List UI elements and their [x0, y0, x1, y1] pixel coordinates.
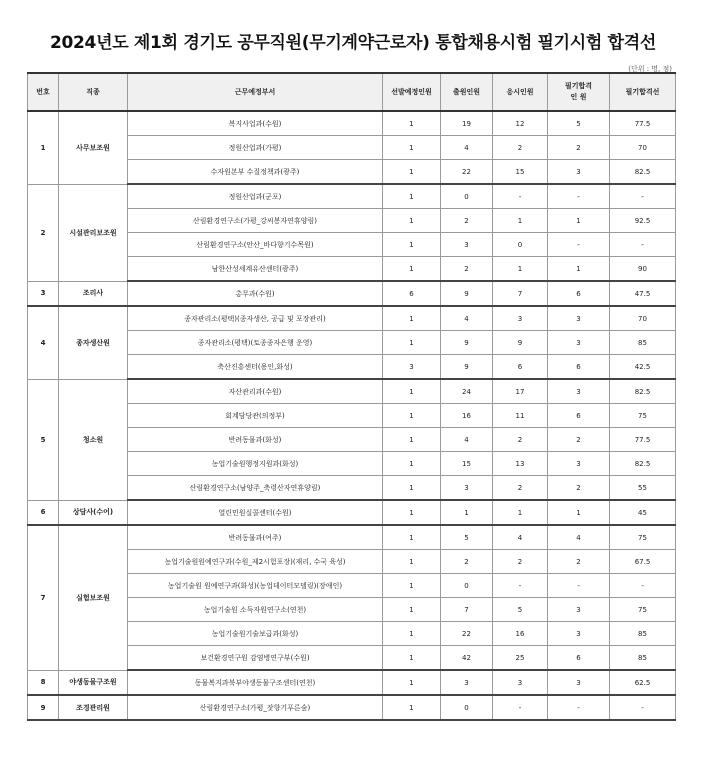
- passed-cell: -: [548, 184, 610, 209]
- passed-cell: 3: [548, 452, 610, 476]
- cutoff-cell: 82.5: [610, 160, 676, 185]
- table-body: [28, 111, 676, 720]
- planned-cell: 1: [383, 476, 441, 501]
- cutoff-cell: 75: [610, 404, 676, 428]
- passed-cell: -: [548, 695, 610, 720]
- taken-cell: -: [493, 695, 548, 720]
- taken-cell: 4: [493, 525, 548, 550]
- passed-cell: -: [548, 233, 610, 257]
- header-job: 직종: [59, 73, 128, 111]
- taken-cell: 2: [493, 136, 548, 160]
- taken-cell: 12: [493, 111, 548, 136]
- table-row: [28, 670, 676, 695]
- dept-cell: 산림환경연구소(가평_강씨봉자연휴양림): [128, 209, 383, 233]
- header-dept: 근무예정부서: [128, 73, 383, 111]
- dept-cell: 남한산성세계유산센터(광주): [128, 257, 383, 282]
- applied-cell: 2: [441, 209, 493, 233]
- header-row: [28, 73, 676, 111]
- passed-cell: 5: [548, 111, 610, 136]
- planned-cell: 1: [383, 574, 441, 598]
- cutoff-cell: 82.5: [610, 452, 676, 476]
- cutoff-cell: -: [610, 574, 676, 598]
- planned-cell: 1: [383, 598, 441, 622]
- job-type-cell: 조리사: [59, 281, 128, 306]
- dept-cell: 종자관리소(평택)(종자생산, 공급 및 포장관리): [128, 306, 383, 331]
- group-number-cell: 5: [28, 379, 59, 500]
- passed-cell: 1: [548, 209, 610, 233]
- group-number-cell: 7: [28, 525, 59, 670]
- table-row: [28, 500, 676, 525]
- applied-cell: 3: [441, 476, 493, 501]
- table-row: [28, 111, 676, 136]
- passed-cell: -: [548, 574, 610, 598]
- dept-cell: 열린민원실콜센터(수원): [128, 500, 383, 525]
- passed-cell: 3: [548, 160, 610, 185]
- passed-cell: 2: [548, 550, 610, 574]
- passed-cell: 6: [548, 646, 610, 671]
- job-type-cell: 사무보조원: [59, 111, 128, 184]
- taken-cell: 11: [493, 404, 548, 428]
- applied-cell: 15: [441, 452, 493, 476]
- group-number-cell: 1: [28, 111, 59, 184]
- table-row: [28, 379, 676, 404]
- cutoff-cell: 75: [610, 598, 676, 622]
- header-planned: 선발예정인원: [383, 73, 441, 111]
- group-number-cell: 8: [28, 670, 59, 695]
- passed-cell: 2: [548, 136, 610, 160]
- header-no: 번호: [28, 73, 59, 111]
- applied-cell: 22: [441, 160, 493, 185]
- header-cutoff: 필기합격선: [610, 73, 676, 111]
- cutoff-cell: -: [610, 233, 676, 257]
- cutoff-cell: -: [610, 695, 676, 720]
- planned-cell: 1: [383, 111, 441, 136]
- passed-cell: 3: [548, 331, 610, 355]
- group-number-cell: 6: [28, 500, 59, 525]
- planned-cell: 1: [383, 209, 441, 233]
- passed-cell: 3: [548, 622, 610, 646]
- header-passed-line2: 인 원: [570, 93, 587, 101]
- dept-cell: 회계담당관(의정부): [128, 404, 383, 428]
- dept-cell: 농업기술원행정지원과(화성): [128, 452, 383, 476]
- taken-cell: 1: [493, 209, 548, 233]
- planned-cell: 1: [383, 233, 441, 257]
- applied-cell: 0: [441, 574, 493, 598]
- applied-cell: 7: [441, 598, 493, 622]
- dept-cell: 농업기술원 소득자원연구소(연천): [128, 598, 383, 622]
- passed-cell: 6: [548, 355, 610, 380]
- group-number-cell: 3: [28, 281, 59, 306]
- applied-cell: 3: [441, 670, 493, 695]
- planned-cell: 1: [383, 695, 441, 720]
- applied-cell: 42: [441, 646, 493, 671]
- dept-cell: 농업기술원원예연구과(수원_제2시험포장)(재리, 수국 육성): [128, 550, 383, 574]
- taken-cell: 2: [493, 550, 548, 574]
- page-title: 2024년도 제1회 경기도 공무직원(무기계약근로자) 통합채용시험 필기시험 합격선: [49, 33, 657, 53]
- table-row: [28, 306, 676, 331]
- taken-cell: 17: [493, 379, 548, 404]
- applied-cell: 9: [441, 355, 493, 380]
- dept-cell: 수자원본부 수질정책과(광주): [128, 160, 383, 185]
- job-type-cell: 청소원: [59, 379, 128, 500]
- dept-cell: 산림환경연구소(남양주_축령산자연휴양림): [128, 476, 383, 501]
- job-type-cell: 종자생산원: [59, 306, 128, 379]
- table-row: [28, 281, 676, 306]
- applied-cell: 0: [441, 695, 493, 720]
- applied-cell: 1: [441, 500, 493, 525]
- cutoff-cell: 70: [610, 136, 676, 160]
- passed-cell: 4: [548, 525, 610, 550]
- taken-cell: 25: [493, 646, 548, 671]
- passed-cell: 3: [548, 379, 610, 404]
- header-applied: 출원인원: [441, 73, 493, 111]
- job-type-cell: 조경관리원: [59, 695, 128, 720]
- planned-cell: 1: [383, 379, 441, 404]
- dept-cell: 동물복지과북부야생동물구조센터(연천): [128, 670, 383, 695]
- cutoff-cell: 90: [610, 257, 676, 282]
- taken-cell: -: [493, 184, 548, 209]
- applied-cell: 19: [441, 111, 493, 136]
- header-passed: [548, 73, 610, 111]
- passed-cell: 3: [548, 670, 610, 695]
- taken-cell: 1: [493, 257, 548, 282]
- header-passed-line1: 필기합격: [564, 82, 593, 90]
- cutoff-cell: 82.5: [610, 379, 676, 404]
- taken-cell: 16: [493, 622, 548, 646]
- dept-cell: 보건환경연구원 감염병연구부(수원): [128, 646, 383, 671]
- applied-cell: 9: [441, 331, 493, 355]
- taken-cell: 2: [493, 428, 548, 452]
- planned-cell: 1: [383, 331, 441, 355]
- table-row: [28, 525, 676, 550]
- planned-cell: 3: [383, 355, 441, 380]
- applied-cell: 4: [441, 306, 493, 331]
- job-type-cell: 시설관리보조원: [59, 184, 128, 281]
- planned-cell: 1: [383, 306, 441, 331]
- unit-note: (단위 : 명, 점): [628, 65, 672, 73]
- passed-cell: 2: [548, 476, 610, 501]
- taken-cell: 6: [493, 355, 548, 380]
- cutoff-cell: 77.5: [610, 111, 676, 136]
- passed-cell: 6: [548, 281, 610, 306]
- cutoff-cell: 77.5: [610, 428, 676, 452]
- cutoff-cell: 47.5: [610, 281, 676, 306]
- applied-cell: 0: [441, 184, 493, 209]
- dept-cell: 총무과(수원): [128, 281, 383, 306]
- taken-cell: 13: [493, 452, 548, 476]
- cutoff-cell: 62.5: [610, 670, 676, 695]
- cutoff-cell: 85: [610, 622, 676, 646]
- applied-cell: 22: [441, 622, 493, 646]
- planned-cell: 1: [383, 136, 441, 160]
- passed-cell: 2: [548, 428, 610, 452]
- results-table: [27, 72, 676, 721]
- dept-cell: 종자관리소(평택)(토종종자은행 운영): [128, 331, 383, 355]
- taken-cell: 1: [493, 500, 548, 525]
- taken-cell: 9: [493, 331, 548, 355]
- dept-cell: 농업기술원 원예연구과(화성)(농업데이터모델링)(장애인): [128, 574, 383, 598]
- planned-cell: 6: [383, 281, 441, 306]
- dept-cell: 정원산업과(군포): [128, 184, 383, 209]
- planned-cell: 1: [383, 452, 441, 476]
- cutoff-cell: 70: [610, 306, 676, 331]
- dept-cell: 산림환경연구소(가평_잣향기푸른숲): [128, 695, 383, 720]
- table-row: [28, 695, 676, 720]
- applied-cell: 4: [441, 136, 493, 160]
- applied-cell: 4: [441, 428, 493, 452]
- job-type-cell: 야생동물구조원: [59, 670, 128, 695]
- planned-cell: 1: [383, 550, 441, 574]
- table-row: [28, 184, 676, 209]
- header-taken: 응시인원: [493, 73, 548, 111]
- taken-cell: 3: [493, 306, 548, 331]
- planned-cell: 1: [383, 160, 441, 185]
- planned-cell: 1: [383, 257, 441, 282]
- dept-cell: 정원산업과(가평): [128, 136, 383, 160]
- dept-cell: 반려동물과(여주): [128, 525, 383, 550]
- applied-cell: 9: [441, 281, 493, 306]
- cutoff-cell: 75: [610, 525, 676, 550]
- cutoff-cell: 85: [610, 331, 676, 355]
- applied-cell: 16: [441, 404, 493, 428]
- job-type-cell: 실험보조원: [59, 525, 128, 670]
- taken-cell: 15: [493, 160, 548, 185]
- applied-cell: 24: [441, 379, 493, 404]
- taken-cell: 2: [493, 476, 548, 501]
- passed-cell: 6: [548, 404, 610, 428]
- taken-cell: 0: [493, 233, 548, 257]
- taken-cell: 3: [493, 670, 548, 695]
- cutoff-cell: 85: [610, 646, 676, 671]
- cutoff-cell: 55: [610, 476, 676, 501]
- cutoff-cell: 67.5: [610, 550, 676, 574]
- cutoff-cell: 45: [610, 500, 676, 525]
- planned-cell: 1: [383, 670, 441, 695]
- cutoff-cell: -: [610, 184, 676, 209]
- planned-cell: 1: [383, 184, 441, 209]
- planned-cell: 1: [383, 404, 441, 428]
- dept-cell: 농업기술원기술보급과(화성): [128, 622, 383, 646]
- passed-cell: 3: [548, 598, 610, 622]
- passed-cell: 1: [548, 257, 610, 282]
- planned-cell: 1: [383, 646, 441, 671]
- applied-cell: 2: [441, 550, 493, 574]
- planned-cell: 1: [383, 500, 441, 525]
- group-number-cell: 4: [28, 306, 59, 379]
- dept-cell: 복지사업과(수원): [128, 111, 383, 136]
- applied-cell: 2: [441, 257, 493, 282]
- taken-cell: -: [493, 574, 548, 598]
- group-number-cell: 2: [28, 184, 59, 281]
- dept-cell: 자산관리과(수원): [128, 379, 383, 404]
- job-type-cell: 상담사(수어): [59, 500, 128, 525]
- dept-cell: 산림환경연구소(안산_바다향기수목원): [128, 233, 383, 257]
- dept-cell: 반려동물과(화성): [128, 428, 383, 452]
- group-number-cell: 9: [28, 695, 59, 720]
- passed-cell: 1: [548, 500, 610, 525]
- taken-cell: 5: [493, 598, 548, 622]
- cutoff-cell: 42.5: [610, 355, 676, 380]
- applied-cell: 3: [441, 233, 493, 257]
- planned-cell: 1: [383, 428, 441, 452]
- applied-cell: 5: [441, 525, 493, 550]
- dept-cell: 축산진흥센터(용인,화성): [128, 355, 383, 380]
- planned-cell: 1: [383, 525, 441, 550]
- planned-cell: 1: [383, 622, 441, 646]
- passed-cell: 3: [548, 306, 610, 331]
- cutoff-cell: 92.5: [610, 209, 676, 233]
- taken-cell: 7: [493, 281, 548, 306]
